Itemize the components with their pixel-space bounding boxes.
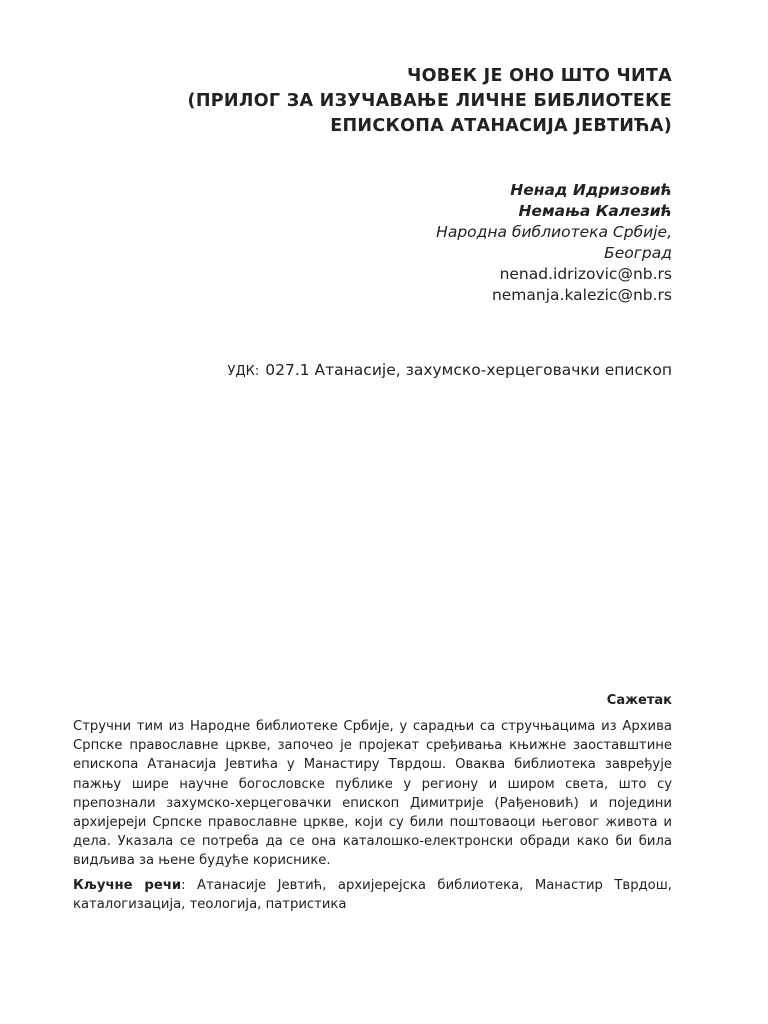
title-line: ЕПИСКОПА АТАНАСИЈА ЈЕВТИЋА) <box>330 116 672 136</box>
title-line: ЧОВЕК ЈЕ ОНО ШТО ЧИТА <box>407 66 672 86</box>
author-email[interactable]: nemanja.kalezic@nb.rs <box>491 286 672 304</box>
abstract-text: Стручни тим из Народне библиотеке Србије, у сарадњи са стручњацима из Архива Српске православне цркве, започео је пројекат сређивања књижне заоставштине епископа Атанасија Јевтића у Манастиру Тврдош. Оваква библиотека заврeђује пажњу шире научне богословске публике у региону и широм света, што су препознали захумско-херцеговачки епископ Димитрије (Рађеновић) и поједини архијереји Српске православне цркве, који су били поштоваоци његовог живота и дела. Указала се потреба да се она каталошко-електронски обради како би била видљива за њене будуће кориснике. <box>73 719 672 869</box>
affiliation-city: Београд <box>604 244 672 262</box>
author-email[interactable]: nenad.idrizovic@nb.rs <box>499 265 672 283</box>
udk-value: 027.1 Атанасије, захумско-херцеговачки епископ <box>265 361 672 379</box>
udk-label: УДК: <box>227 364 260 379</box>
keywords-text: : Атанасије Јевтић, архијерејска библиотека, Манастир Тврдош, каталогизација, теологија, патристика <box>73 878 673 913</box>
udk-classification <box>172 360 672 382</box>
keywords-label: Кључне речи <box>73 878 182 893</box>
author-name: Ненад Идризовић <box>510 181 672 199</box>
keywords <box>73 876 672 914</box>
abstract-heading: Сажетак <box>606 693 672 708</box>
affiliation: Народна библиотека Србије, <box>436 223 672 241</box>
title-line: (ПРИЛОГ ЗА ИЗУЧАВАЊЕ ЛИЧНЕ БИБЛИОТЕКЕ <box>187 91 672 111</box>
article-title <box>72 64 672 139</box>
author-block <box>272 180 672 306</box>
author-name: Немања Калезић <box>518 202 672 220</box>
